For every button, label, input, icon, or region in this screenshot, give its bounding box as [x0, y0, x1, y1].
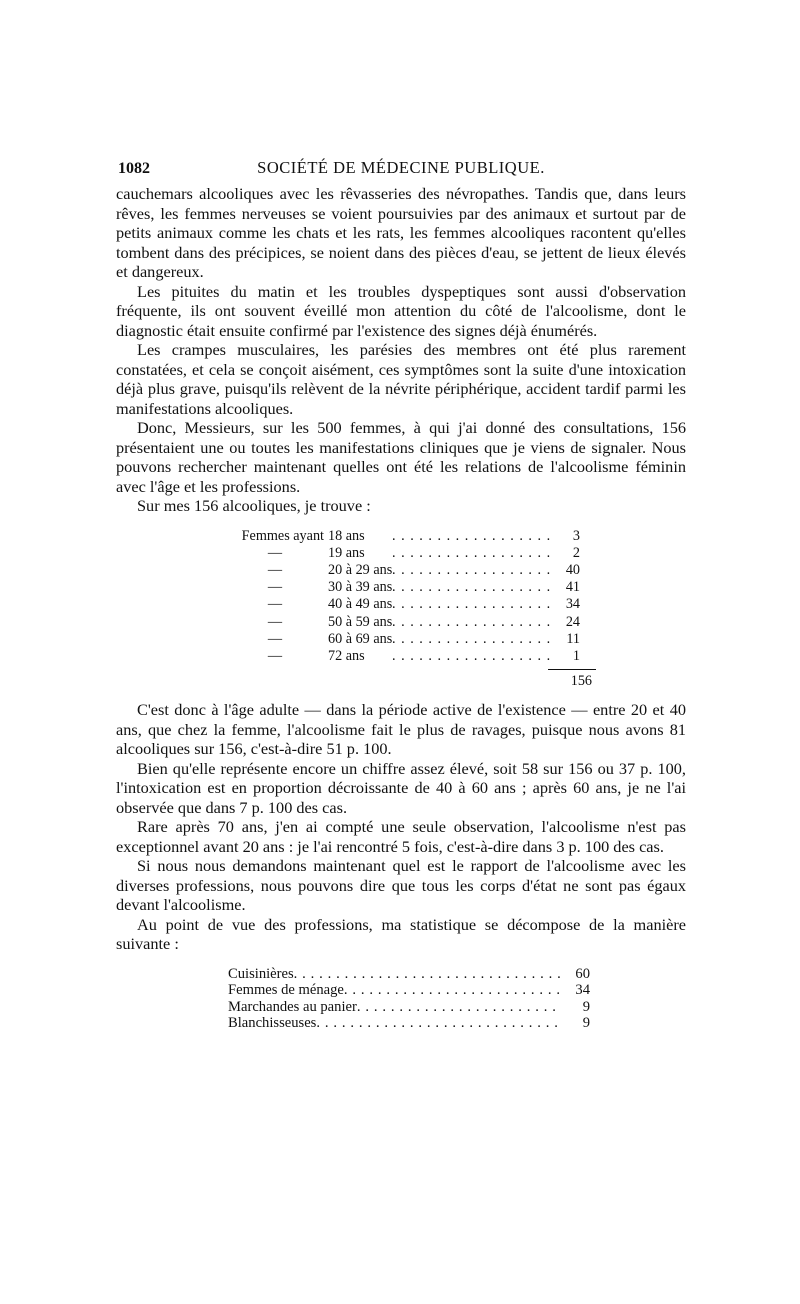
count: 40 — [565, 561, 580, 578]
dot-leader — [392, 596, 550, 613]
age-range: 30 à 39 ans — [328, 579, 393, 596]
ditto-dash: — — [267, 561, 283, 578]
dot-leader — [392, 631, 550, 648]
age-range: 18 ans — [328, 527, 365, 544]
paragraph: C'est donc à l'âge adulte — dans la période active de l'existence — entre 20 et 40 ans, que chez la femme, l'alcoolisme fait le plus de ravages, puisque nous avons 81 alcooliques sur 156, c'est-à-dire 51 p. 100. — [116, 700, 686, 759]
ditto-dash: — — [267, 544, 283, 561]
running-title: SOCIÉTÉ DE MÉDECINE PUBLIQUE. — [257, 158, 545, 177]
age-range: 40 à 49 ans — [328, 596, 393, 613]
dot-leader — [316, 1015, 560, 1032]
page-number: 1082 — [118, 160, 150, 177]
profession-label: Cuisinières — [228, 965, 294, 982]
ditto-dash: — — [267, 596, 283, 613]
dot-leader — [392, 545, 550, 562]
dot-leader — [294, 966, 560, 983]
dot-leader — [344, 982, 560, 999]
table-row — [116, 528, 686, 545]
ditto-dash: — — [267, 630, 283, 647]
dot-leader — [392, 528, 550, 545]
page — [116, 150, 686, 1032]
age-range: 72 ans — [328, 647, 365, 664]
profession-label: Blanchisseuses — [228, 1015, 317, 1032]
age-range: 60 à 69 ans — [328, 630, 393, 647]
paragraph: Donc, Messieurs, sur les 500 femmes, à qui j'ai donné des consultations, 156 présentaient une ou toutes les manifestations cliniques que je viens de signaler. Nous pouvons rechercher maintenant quelles ont été les relations de l'alcoolisme féminin avec l'âge et les professions. — [116, 418, 686, 496]
count: 24 — [565, 613, 580, 630]
profession-table — [228, 966, 590, 1032]
count: 3 — [572, 527, 580, 544]
dot-leader — [392, 579, 550, 596]
table-row — [116, 648, 686, 665]
count: 2 — [572, 544, 580, 561]
age-table — [116, 528, 686, 691]
paragraph: Les pituites du matin et les troubles dyspeptiques sont aussi d'observation fréquente, ils ont souvent éveillé mon attention du côté de l'alcoolisme, dont le diagnostic était ensuite confirmé par l'existence des signes déjà énumérés. — [116, 281, 686, 340]
dot-leader — [357, 999, 560, 1016]
table-row — [116, 579, 686, 596]
count: 34 — [575, 982, 590, 999]
count: 34 — [565, 596, 580, 613]
dot-leader — [392, 562, 550, 579]
table-row — [116, 614, 686, 631]
ditto-dash: — — [267, 613, 283, 630]
paragraph: Sur mes 156 alcooliques, je trouve : — [137, 496, 371, 515]
table-row — [116, 562, 686, 579]
ditto-dash: — — [267, 647, 283, 664]
table-row — [228, 966, 590, 983]
running-header — [116, 150, 686, 184]
row-label: Femmes ayant — [241, 527, 324, 544]
table-row — [228, 1015, 590, 1032]
table-row — [228, 982, 590, 999]
count: 11 — [566, 630, 580, 647]
paragraph: Bien qu'elle représente encore un chiffre assez élevé, soit 58 sur 156 ou 37 p. 100, l'intoxication est en proportion décroissante de 40 à 60 ans ; après 60 ans, je ne l'ai observée que dans 7 p. 100 des cas. — [116, 758, 686, 817]
age-range: 50 à 59 ans — [328, 613, 393, 630]
dot-leader — [392, 614, 550, 631]
count: 41 — [565, 579, 580, 596]
paragraph: Rare après 70 ans, j'en ai compté une seule observation, l'alcoolisme n'est pas exceptionnel avant 20 ans : je l'ai rencontré 5 fois, c'est-à-dire dans 3 p. 100 des cas. — [116, 817, 686, 856]
paragraph: cauchemars alcooliques avec les rêvasseries des névropathes. Tandis que, dans leurs rêves, les femmes nerveuses se voient poursuivies par des animaux et surtout par de petits animaux comme les chats et les rats, les femmes alcooliques racontent qu'elles tombent dans des précipices, se noient dans des pièces d'eau, se jettent de lieux élevés et dangereux. — [116, 184, 686, 281]
paragraph: Au point de vue des professions, ma statistique se décompose de la manière suivante : — [116, 914, 686, 954]
profession-label: Marchandes au panier — [228, 998, 357, 1015]
count: 9 — [582, 1015, 590, 1032]
profession-label: Femmes de ménage — [228, 982, 344, 999]
age-range: 19 ans — [328, 544, 365, 561]
table-row — [228, 999, 590, 1016]
table-row — [116, 545, 686, 562]
sum-rule — [548, 669, 596, 670]
age-range: 20 à 29 ans — [328, 561, 393, 578]
count: 9 — [582, 998, 590, 1015]
count: 60 — [575, 965, 590, 982]
paragraph: Si nous nous demandons maintenant quel est le rapport de l'alcoolisme avec les diverses professions, nous pouvons dire que tous les corps d'état ne sont pas égaux devant l'alcoolisme. — [116, 856, 686, 915]
count: 1 — [572, 647, 580, 664]
table-total: 156 — [570, 673, 592, 690]
table-row — [116, 631, 686, 648]
paragraph: Les crampes musculaires, les parésies des membres ont été plus rarement constatées, et cela se conçoit aisément, ces symptômes sont la suite d'une intoxication déjà plus grave, puisqu'ils relèvent de la névrite périphérique, accident tardif parmi les manifestations alcooliques. — [116, 340, 686, 418]
ditto-dash: — — [267, 579, 283, 596]
table-row — [116, 596, 686, 613]
dot-leader — [392, 648, 550, 665]
